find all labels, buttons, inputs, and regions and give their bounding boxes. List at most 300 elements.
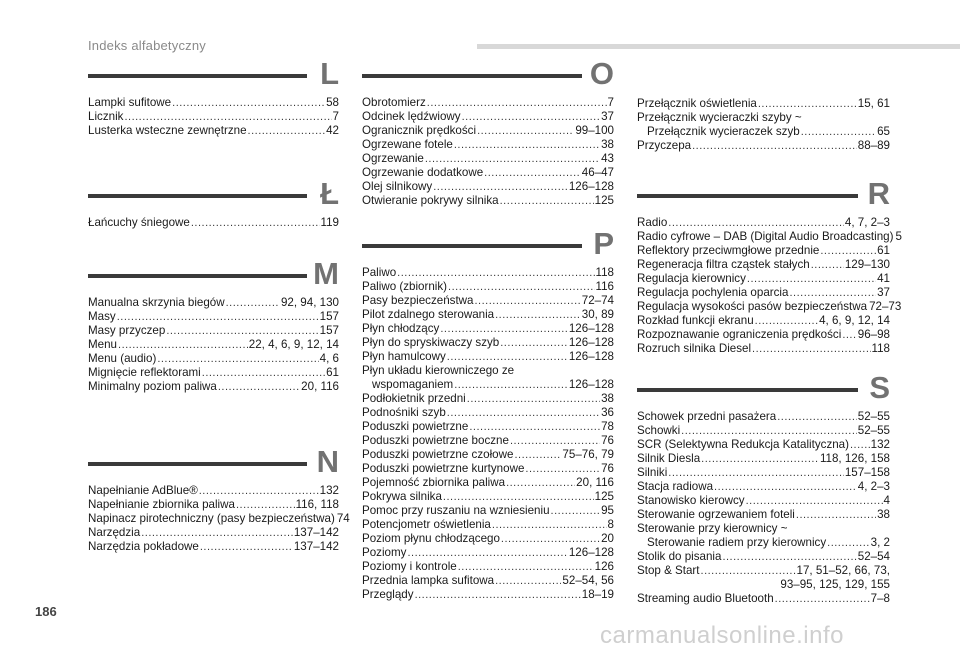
dot-leader xyxy=(415,588,581,602)
index-entry-pages: 65 xyxy=(877,125,890,138)
index-entry-term: Poduszki powietrzne kurtynowe xyxy=(362,462,525,475)
index-entry-pages: 30, 89 xyxy=(581,308,614,321)
dot-leader xyxy=(124,110,331,124)
index-entry xyxy=(362,420,614,434)
index-section-l xyxy=(88,56,339,138)
dot-leader xyxy=(820,244,876,258)
dot-leader xyxy=(514,448,561,462)
index-entry-term: Rozkład funkcji ekranu xyxy=(637,314,754,327)
index-entry xyxy=(362,152,614,166)
dot-leader xyxy=(746,494,883,508)
index-entry-term: Pasy bezpieczeństwa xyxy=(362,294,474,307)
index-entry-pages: 96–98 xyxy=(857,328,890,341)
index-entry-pages: 74 xyxy=(336,512,350,525)
index-entry xyxy=(637,286,890,300)
index-entry-pages: 37 xyxy=(877,286,890,299)
index-entry-term: Napinacz pirotechniczny (pasy bezpieczeństwa) xyxy=(88,512,335,525)
index-entry-pages: 7 xyxy=(332,110,339,123)
index-section-n xyxy=(88,444,350,554)
dot-leader xyxy=(811,258,844,272)
index-entry-term: Ogrzewane fotele xyxy=(362,138,453,151)
index-entry xyxy=(362,124,614,138)
index-entry xyxy=(362,110,614,124)
index-entry-pages: 116 xyxy=(595,280,614,293)
dot-leader xyxy=(469,420,600,434)
index-entry xyxy=(637,216,890,230)
dot-leader xyxy=(427,96,607,110)
index-entry xyxy=(362,504,614,518)
dot-leader xyxy=(525,462,600,476)
dot-leader xyxy=(199,484,319,498)
dot-leader xyxy=(447,406,600,420)
dot-leader xyxy=(397,266,594,280)
index-entry-term: Masy xyxy=(88,310,116,323)
dot-leader xyxy=(789,286,876,300)
index-entry-pages: 42 xyxy=(326,124,339,137)
section-letter: M xyxy=(313,256,339,291)
index-entry-term: Poziom płynu chłodzącego xyxy=(362,532,500,545)
index-entry-term: Przyczepa xyxy=(637,139,692,152)
index-entry xyxy=(88,124,339,138)
index-entry xyxy=(88,498,339,512)
index-entry-term: wspomaganiem xyxy=(372,378,454,391)
dot-leader xyxy=(801,125,876,139)
dot-leader xyxy=(752,342,870,356)
index-entry-pages: 88–89 xyxy=(857,139,890,152)
index-entry-pages: 17, 51–52, 66, 73, xyxy=(796,564,890,577)
dot-leader xyxy=(118,338,248,352)
index-entry xyxy=(362,588,614,602)
dot-leader xyxy=(166,324,318,338)
dot-leader xyxy=(202,366,325,380)
index-entry-term: Reflektory przeciwmgłowe przednie xyxy=(637,244,820,257)
index-entry-term: Sterowanie przy kierownicy ~ xyxy=(637,522,788,535)
index-entry-term: Płyn chłodzący xyxy=(362,322,440,335)
index-entry-pages: 118 xyxy=(595,266,614,279)
index-entry-term: Ogranicznik prędkości xyxy=(362,124,477,137)
index-entry-pages: 119 xyxy=(320,216,339,229)
index-entry-pages: 52–54, 56 xyxy=(562,574,614,587)
dot-leader xyxy=(747,272,876,286)
section-rule xyxy=(88,74,307,78)
section-header xyxy=(88,444,339,484)
index-entry xyxy=(362,406,614,420)
dot-leader xyxy=(443,490,594,504)
index-entry-pages: 137–142 xyxy=(293,526,339,539)
index-entry-term: Napełnianie zbiornika paliwa xyxy=(88,498,235,511)
index-entry-term: Płyn układu kierowniczego ze xyxy=(362,364,515,377)
dot-leader xyxy=(248,124,326,138)
index-entry-pages: 126–128 xyxy=(568,546,614,559)
dot-leader xyxy=(681,424,857,438)
index-entry-term: Radio xyxy=(637,216,668,229)
index-entry-term: Łańcuchy śniegowe xyxy=(88,216,190,229)
index-entry-pages: 8 xyxy=(607,518,614,531)
index-entry xyxy=(637,314,890,328)
index-entry xyxy=(88,352,339,366)
section-rule xyxy=(88,194,307,198)
index-entry-pages: 52–55 xyxy=(857,424,890,437)
index-entry xyxy=(362,532,614,546)
index-entry xyxy=(637,139,890,153)
index-entry xyxy=(637,244,890,258)
index-entry xyxy=(362,180,614,194)
index-entry-term: Sterowanie radiem przy kierownicy xyxy=(647,536,827,549)
index-section-r xyxy=(637,176,902,356)
dot-leader xyxy=(722,550,856,564)
index-entry xyxy=(637,424,890,438)
dot-leader xyxy=(668,466,844,480)
index-section-m xyxy=(88,256,339,394)
index-entry-term: Regulacja wysokości pasów bezpieczeństwa xyxy=(637,300,868,313)
index-entry xyxy=(362,462,614,476)
index-section-continued xyxy=(637,97,890,153)
section-header xyxy=(88,256,339,296)
index-entry-term: Narzędzia xyxy=(88,526,141,539)
section-rule xyxy=(637,194,858,198)
dot-leader xyxy=(775,592,870,606)
index-entry xyxy=(362,490,614,504)
index-entry-pages: 20 xyxy=(601,532,614,545)
index-entry-term: Schowki xyxy=(637,424,681,437)
dot-leader xyxy=(447,350,568,364)
index-section-s xyxy=(637,370,890,606)
index-entry xyxy=(637,97,890,111)
index-entry xyxy=(362,96,614,110)
index-entry-pages: 157 xyxy=(319,324,339,337)
dot-leader xyxy=(454,138,600,152)
index-entry xyxy=(362,322,614,336)
index-entry xyxy=(362,434,614,448)
index-entry-pages: 3, 2 xyxy=(870,536,890,549)
index-entry xyxy=(637,125,890,139)
dot-leader xyxy=(433,180,568,194)
index-entry-pages: 61 xyxy=(877,244,890,257)
section-header xyxy=(637,176,890,216)
dot-leader xyxy=(714,480,857,494)
dot-leader xyxy=(500,194,594,208)
section-letter: S xyxy=(869,370,890,405)
index-entry xyxy=(88,338,339,352)
dot-leader xyxy=(551,504,601,518)
index-entry-pages: 61 xyxy=(326,366,339,379)
index-entry xyxy=(88,366,339,380)
index-entry-pages: 4, 6 xyxy=(319,352,339,365)
index-entry-pages: 75–76, 79 xyxy=(562,448,614,461)
index-entry-term: Stolik do pisania xyxy=(637,550,722,563)
index-entry-term: Manualna skrzynia biegów xyxy=(88,296,225,309)
index-entry-term: Paliwo xyxy=(362,266,397,279)
section-header xyxy=(88,56,339,96)
index-entry-pages: 125 xyxy=(594,194,614,207)
index-entry-pages: 15, 61 xyxy=(857,97,890,110)
dot-leader xyxy=(692,139,857,153)
section-letter: R xyxy=(867,176,890,211)
index-entry-pages: 36 xyxy=(601,406,614,419)
index-entry-pages: 4, 2–3 xyxy=(857,480,890,493)
index-entry xyxy=(362,350,614,364)
dot-leader xyxy=(842,328,856,342)
index-entry-pages: 20, 116 xyxy=(301,380,339,393)
index-entry xyxy=(362,364,614,378)
index-entry-term: Lusterka wsteczne zewnętrzne xyxy=(88,124,247,137)
index-entry-pages: 72–74 xyxy=(581,294,614,307)
index-entry-pages: 76 xyxy=(601,462,614,475)
index-entry-pages: 92, 94, 130 xyxy=(280,296,339,309)
dot-leader xyxy=(218,380,300,394)
section-rule xyxy=(88,274,307,278)
index-entry-term: Potencjometr oświetlenia xyxy=(362,518,491,531)
index-entry xyxy=(362,378,614,392)
index-entry xyxy=(637,508,890,522)
index-entry xyxy=(637,258,890,272)
index-entry-pages: 78 xyxy=(601,420,614,433)
section-rule xyxy=(362,244,582,248)
index-entry xyxy=(637,550,890,564)
page-header-title: Indeks alfabetyczny xyxy=(88,38,206,53)
index-entry-term: Rozpoznawanie ograniczenia prędkości xyxy=(637,328,842,341)
index-entry xyxy=(88,296,339,310)
index-entry-pages: 41 xyxy=(877,272,890,285)
index-section-ł xyxy=(88,176,339,230)
dot-leader xyxy=(477,124,574,138)
dot-leader xyxy=(454,378,568,392)
dot-leader xyxy=(495,574,561,588)
section-header xyxy=(362,56,614,96)
section-rule xyxy=(88,462,307,466)
index-entry xyxy=(88,540,339,554)
index-entry xyxy=(637,592,890,606)
dot-leader xyxy=(172,96,325,110)
dot-leader xyxy=(117,310,319,324)
dot-leader xyxy=(407,546,567,560)
index-entry-term: Ogrzewanie xyxy=(362,152,424,165)
index-entry xyxy=(88,310,339,324)
index-entry-term: Otwieranie pokrywy silnika xyxy=(362,194,499,207)
dot-leader xyxy=(510,434,600,448)
index-entry-pages: 4 xyxy=(883,494,890,507)
index-entry xyxy=(637,410,890,424)
index-entry xyxy=(637,536,890,550)
index-entry-term: Radio cyfrowe – DAB (Digital Audio Broadcasting) xyxy=(637,230,894,243)
dot-leader xyxy=(157,352,318,366)
index-entry-term: Streaming audio Bluetooth xyxy=(637,592,774,605)
index-entry-pages: 132 xyxy=(319,484,339,497)
index-entry-pages: 20, 116 xyxy=(576,476,614,489)
index-entry-term: Regulacja pochylenia oparcia xyxy=(637,286,789,299)
page-number: 186 xyxy=(35,604,57,619)
index-entry-term: Pokrywa silnika xyxy=(362,490,442,503)
index-entry-term: Przełącznik wycieraczki szyby ~ xyxy=(637,111,802,124)
index-entry xyxy=(637,342,890,356)
index-entry xyxy=(362,546,614,560)
index-entry-term: Stop & Start xyxy=(637,564,700,577)
header-bar xyxy=(477,44,960,49)
index-entry xyxy=(362,448,614,462)
index-entry xyxy=(88,324,339,338)
index-entry xyxy=(637,272,890,286)
index-entries xyxy=(637,97,890,153)
dot-leader xyxy=(448,280,594,294)
index-entry-term: Poziomy i kontrole xyxy=(362,560,457,573)
dot-leader xyxy=(458,560,594,574)
index-entry-term: Podnośniki szyb xyxy=(362,406,446,419)
index-entry-pages: 4, 7, 2–3 xyxy=(844,216,890,229)
index-entry xyxy=(88,110,339,124)
index-entry-pages: 126–128 xyxy=(568,336,614,349)
index-entry-pages: 99–100 xyxy=(575,124,614,137)
index-entry-term: Mignięcie reflektorami xyxy=(88,366,201,379)
index-entry-pages: 7 xyxy=(607,96,614,109)
index-entry xyxy=(362,518,614,532)
dot-leader xyxy=(796,508,876,522)
index-entry-pages-continued: 93–95, 125, 129, 155 xyxy=(780,578,890,591)
dot-leader xyxy=(777,410,857,424)
index-entry-term: Poziomy xyxy=(362,546,407,559)
index-entry-term: Minimalny poziom paliwa xyxy=(88,380,217,393)
index-entry xyxy=(637,328,890,342)
index-section-p xyxy=(362,226,614,602)
index-entry-term: Podłokietnik przedni xyxy=(362,392,466,405)
index-entry xyxy=(637,466,890,480)
index-entry-pages: 4, 6, 9, 12, 14 xyxy=(819,314,890,327)
index-entry xyxy=(362,294,614,308)
watermark: carmanualsonline.info xyxy=(600,622,844,649)
dot-leader xyxy=(462,110,601,124)
index-entry-term: Przełącznik wycieraczek szyb xyxy=(647,125,800,138)
dot-leader xyxy=(501,532,600,546)
index-entry-term: Płyn hamulcowy xyxy=(362,350,446,363)
index-section-o xyxy=(362,56,614,208)
index-entry xyxy=(362,392,614,406)
index-entry-term: Lampki sufitowe xyxy=(88,96,172,109)
index-entry xyxy=(88,512,350,526)
section-header xyxy=(88,176,339,216)
index-entry xyxy=(362,308,614,322)
dot-leader xyxy=(492,518,607,532)
index-entry-pages: 38 xyxy=(601,392,614,405)
index-entry-term: Ogrzewanie dodatkowe xyxy=(362,166,484,179)
dot-leader xyxy=(701,564,796,578)
index-entry-pages: 116, 118 xyxy=(295,498,339,511)
index-entry-pages: 118 xyxy=(871,342,890,355)
index-entry-pages: 76 xyxy=(601,434,614,447)
index-entry xyxy=(362,336,614,350)
dot-leader xyxy=(236,498,295,512)
index-entry xyxy=(362,560,614,574)
index-entries xyxy=(362,266,614,602)
index-entry-pages: 157–158 xyxy=(844,466,890,479)
index-entry-term: Regulacja kierownicy xyxy=(637,272,746,285)
index-entry-pages: 126–128 xyxy=(568,322,614,335)
index-entry-pages: 46–47 xyxy=(581,166,614,179)
index-entry xyxy=(362,280,614,294)
index-entries xyxy=(637,216,902,356)
index-entry xyxy=(637,480,890,494)
section-rule xyxy=(637,388,858,392)
index-entry-term: Menu xyxy=(88,338,118,351)
index-entry xyxy=(362,138,614,152)
index-entry-pages: 38 xyxy=(877,508,890,521)
index-entries xyxy=(637,410,890,606)
index-entry-pages: 118, 126, 158 xyxy=(819,452,890,465)
index-entry-term: Olej silnikowy xyxy=(362,180,433,193)
dot-leader xyxy=(484,166,581,180)
index-entry-term: Przeglądy xyxy=(362,588,414,601)
section-letter: N xyxy=(316,444,339,479)
index-entry xyxy=(362,194,614,208)
index-entry-term: Regeneracja filtra cząstek stałych xyxy=(637,258,810,271)
dot-leader xyxy=(475,294,581,308)
index-entry-term: Masy przyczep xyxy=(88,324,166,337)
index-entry-term: Stanowisko kierowcy xyxy=(637,494,745,507)
section-letter: Ł xyxy=(320,176,339,211)
dot-leader xyxy=(668,216,844,230)
index-entry xyxy=(362,266,614,280)
index-entry-pages: 126–128 xyxy=(568,378,614,391)
index-entry-pages: 22, 4, 6, 9, 12, 14 xyxy=(248,338,339,351)
index-entry-pages: 72–73 xyxy=(869,300,902,313)
index-entry xyxy=(362,166,614,180)
index-entry-pages: 52–55 xyxy=(857,410,890,423)
index-entries xyxy=(88,216,339,230)
index-entry-pages: 137–142 xyxy=(293,540,339,553)
dot-leader xyxy=(467,392,600,406)
index-entry-term: Przełącznik oświetlenia xyxy=(637,97,757,110)
section-header xyxy=(637,370,890,410)
index-entry xyxy=(637,564,890,578)
index-entry-term: Menu (audio) xyxy=(88,352,157,365)
index-entry-term: Napełnianie AdBlue® xyxy=(88,484,198,497)
index-entry xyxy=(88,96,339,110)
index-entry xyxy=(637,230,902,244)
index-entry-pages: 7–8 xyxy=(870,592,890,605)
dot-leader xyxy=(500,336,568,350)
index-entry-pages: 43 xyxy=(601,152,614,165)
section-letter: P xyxy=(593,226,614,261)
index-entry-term: Płyn do spryskiwaczy szyb xyxy=(362,336,500,349)
index-entries xyxy=(88,484,350,554)
index-entry-pages: 126–128 xyxy=(568,180,614,193)
index-entry-pages: 52–54 xyxy=(857,550,890,563)
index-entry-term: Sterowanie ogrzewaniem foteli xyxy=(637,508,795,521)
index-entry-term: Obrotomierz xyxy=(362,96,426,109)
index-entry-pages: 58 xyxy=(326,96,339,109)
index-entry-pages: 38 xyxy=(601,138,614,151)
index-entry-term: Pojemność zbiornika paliwa xyxy=(362,476,506,489)
dot-leader xyxy=(701,452,819,466)
index-entry-term: SCR (Selektywna Redukcja Katalityczna) xyxy=(637,438,849,451)
index-entries xyxy=(362,96,614,208)
dot-leader xyxy=(827,536,870,550)
index-entry-term: Przednia lampka sufitowa xyxy=(362,574,495,587)
index-entry-term: Silniki xyxy=(637,466,668,479)
index-entry-pages: 157 xyxy=(319,310,339,323)
index-entry-term: Schowek przedni pasażera xyxy=(637,410,777,423)
index-entry xyxy=(637,452,890,466)
dot-leader xyxy=(758,97,857,111)
dot-leader xyxy=(495,308,581,322)
index-entry-term: Poduszki powietrzne czołowe xyxy=(362,448,514,461)
index-entries xyxy=(88,296,339,394)
index-entry xyxy=(637,111,890,125)
dot-leader xyxy=(191,216,320,230)
index-entry xyxy=(88,216,339,230)
index-entry-term: Licznik xyxy=(88,110,124,123)
index-entries xyxy=(88,96,339,138)
index-entry-term: Narzędzia pokładowe xyxy=(88,540,199,553)
index-entry xyxy=(637,494,890,508)
